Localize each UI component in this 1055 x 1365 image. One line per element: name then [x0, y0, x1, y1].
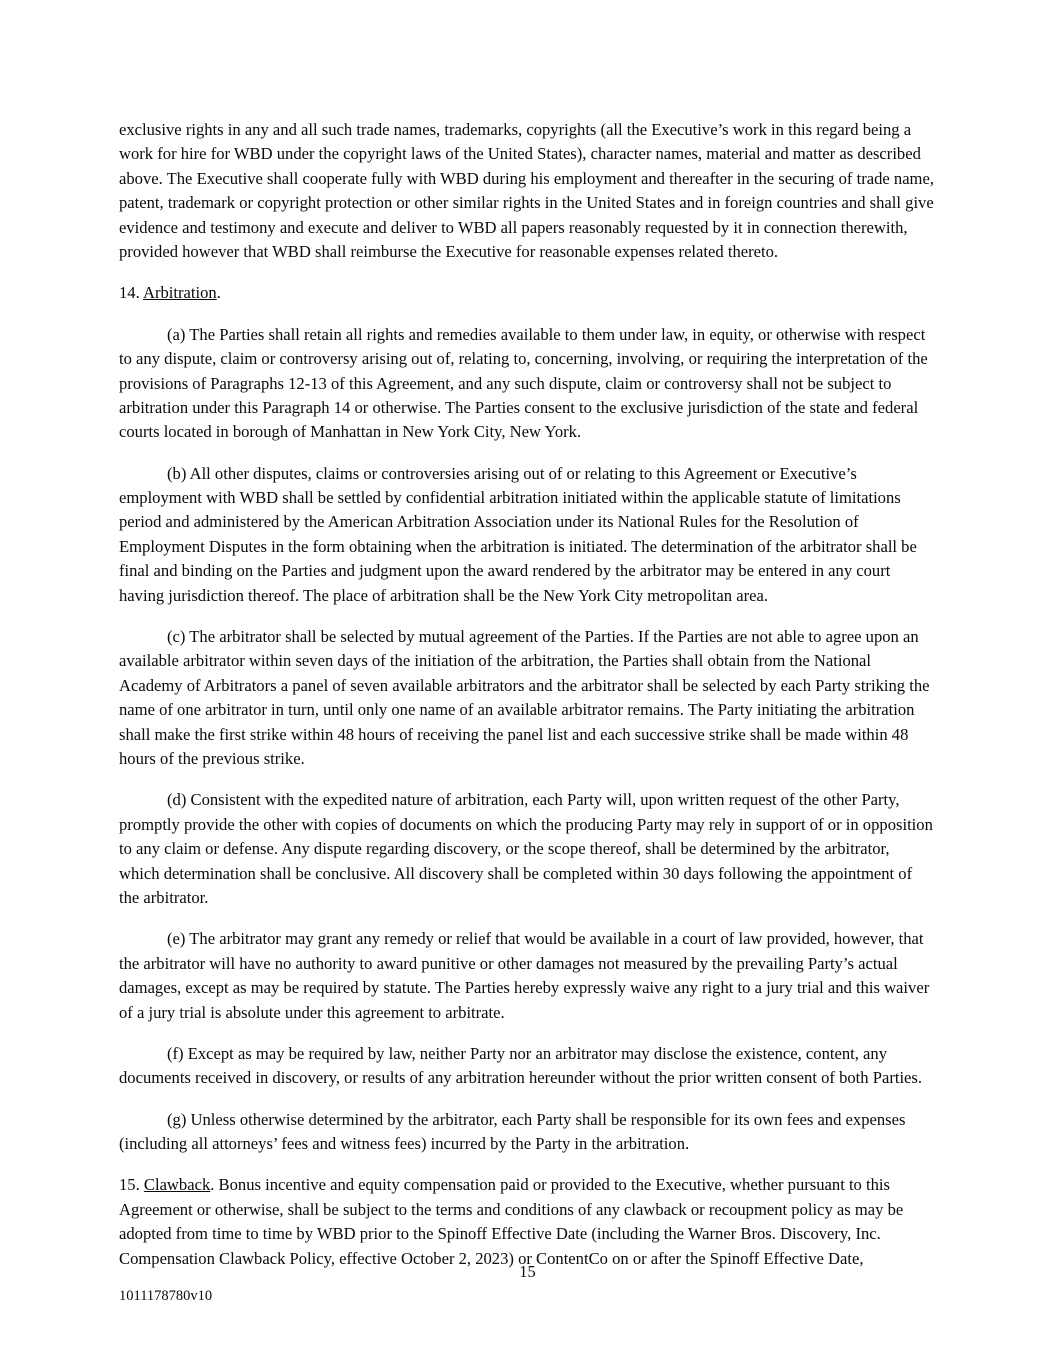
- document-body: [119, 118, 934, 1288]
- heading-14-arbitration: [119, 281, 934, 305]
- heading-15-title: Clawback: [143, 1175, 211, 1195]
- paragraph-14e: (e) The arbitrator may grant any remedy or relief that would be available in a court of law provided, however, that the arbitrator will have no authority to award punitive or other damages not measured by the prevailing Party’s actual damages, except as may be required by statute. The Parties hereby expressly waive any right to a jury trial and this waiver of a jury trial is absolute under this agreement to arbitrate.: [119, 929, 930, 1022]
- paragraph-15-text: . Bonus incentive and equity compensation paid or provided to the Executive, whether pursuant to this Agreement or otherwise, shall be subject to the terms and conditions of any clawback or recoupment policy as may be adopted from time to time by WBD prior to the Spinoff Effective Date (including the Warner Bros. Discovery, Inc. Compensation Clawback Policy, effective October 2, 2023) or ContentCo on or after the Spinoff Effective Date,: [119, 1175, 904, 1268]
- heading-15-number: 15.: [119, 1175, 144, 1195]
- paragraph-14g: (g) Unless otherwise determined by the arbitrator, each Party shall be responsible for its own fees and expenses (including all attorneys’ fees and witness fees) incurred by the Party in the arbitration.: [119, 1109, 906, 1154]
- paragraph-14a: (a) The Parties shall retain all rights and remedies available to them under law, in equity, or otherwise with respect to any dispute, claim or controversy arising out of, relating to, concerning, involving, or requiring the interpretation of the provisions of Paragraphs 12-13 of this Agreement, and any such dispute, claim or controversy shall not be subject to arbitration under this Paragraph 14 or otherwise. The Parties consent to the exclusive jurisdiction of the state and federal courts located in borough of Manhattan in New York City, New York.: [119, 324, 928, 442]
- paragraph-14d: (d) Consistent with the expedited nature of arbitration, each Party will, upon written request of the other Party, promptly provide the other with copies of documents on which the producing Party may rely in support of or in opposition to any claim or defense. Any dispute regarding discovery, or the scope thereof, shall be determined by the arbitrator, which determination shall be conclusive. All discovery shall be completed within 30 days following the appointment of the arbitrator.: [119, 790, 933, 907]
- paragraph-14f: (f) Except as may be required by law, neither Party nor an arbitrator may disclose the existence, content, any documents received in discovery, or results of any arbitration hereunder without the prior written consent of both Parties.: [119, 1043, 923, 1088]
- paragraph-continued-13: exclusive rights in any and all such trade names, trademarks, copyrights (all the Executive’s work in this regard being a work for hire for WBD under the copyright laws of the United States), character names, material and matter as described above. The Executive shall cooperate fully with WBD during his employment and thereafter in the securing of trade name, patent, trademark or copyright protection or other similar rights in the United States and in foreign countries and shall give evidence and testimony and execute and deliver to WBD all papers reasonably requested by it in connection therewith, provided however that WBD shall reimburse the Executive for reasonable expenses related thereto.: [119, 120, 934, 261]
- paragraph-14c: (c) The arbitrator shall be selected by mutual agreement of the Parties. If the Parties are not able to agree upon an available arbitrator within seven days of the initiation of the arbitration, the Parties shall obtain from the National Academy of Arbitrators a panel of seven available arbitrators and the arbitrator shall be selected by each Party striking the name of one arbitrator in turn, until only one name of an available arbitrator remains. The Party initiating the arbitration shall make the first strike within 48 hours of receiving the panel list and each successive strike shall be made within 48 hours of the previous strike.: [119, 627, 930, 768]
- document-id-footer: 1011178780v10: [119, 1288, 213, 1304]
- heading-14-title: Arbitration: [142, 283, 217, 303]
- page-number: 15: [519, 1262, 536, 1281]
- paragraph-15-clawback: [119, 1173, 934, 1271]
- heading-14-number: 14.: [119, 283, 143, 303]
- heading-14-suffix: .: [216, 283, 221, 303]
- paragraph-14b: (b) All other disputes, claims or controversies arising out of or relating to this Agreement or Executive’s employment with WBD shall be settled by confidential arbitration initiated within the applicable statute of limitations period and administered by the American Arbitration Association under its National Rules for the Resolution of Employment Disputes in the form obtaining when the arbitration is initiated. The determination of the arbitrator shall be final and binding on the Parties and judgment upon the award rendered by the arbitrator may be entered in any court having jurisdiction thereof. The place of arbitration shall be the New York City metropolitan area.: [119, 463, 917, 605]
